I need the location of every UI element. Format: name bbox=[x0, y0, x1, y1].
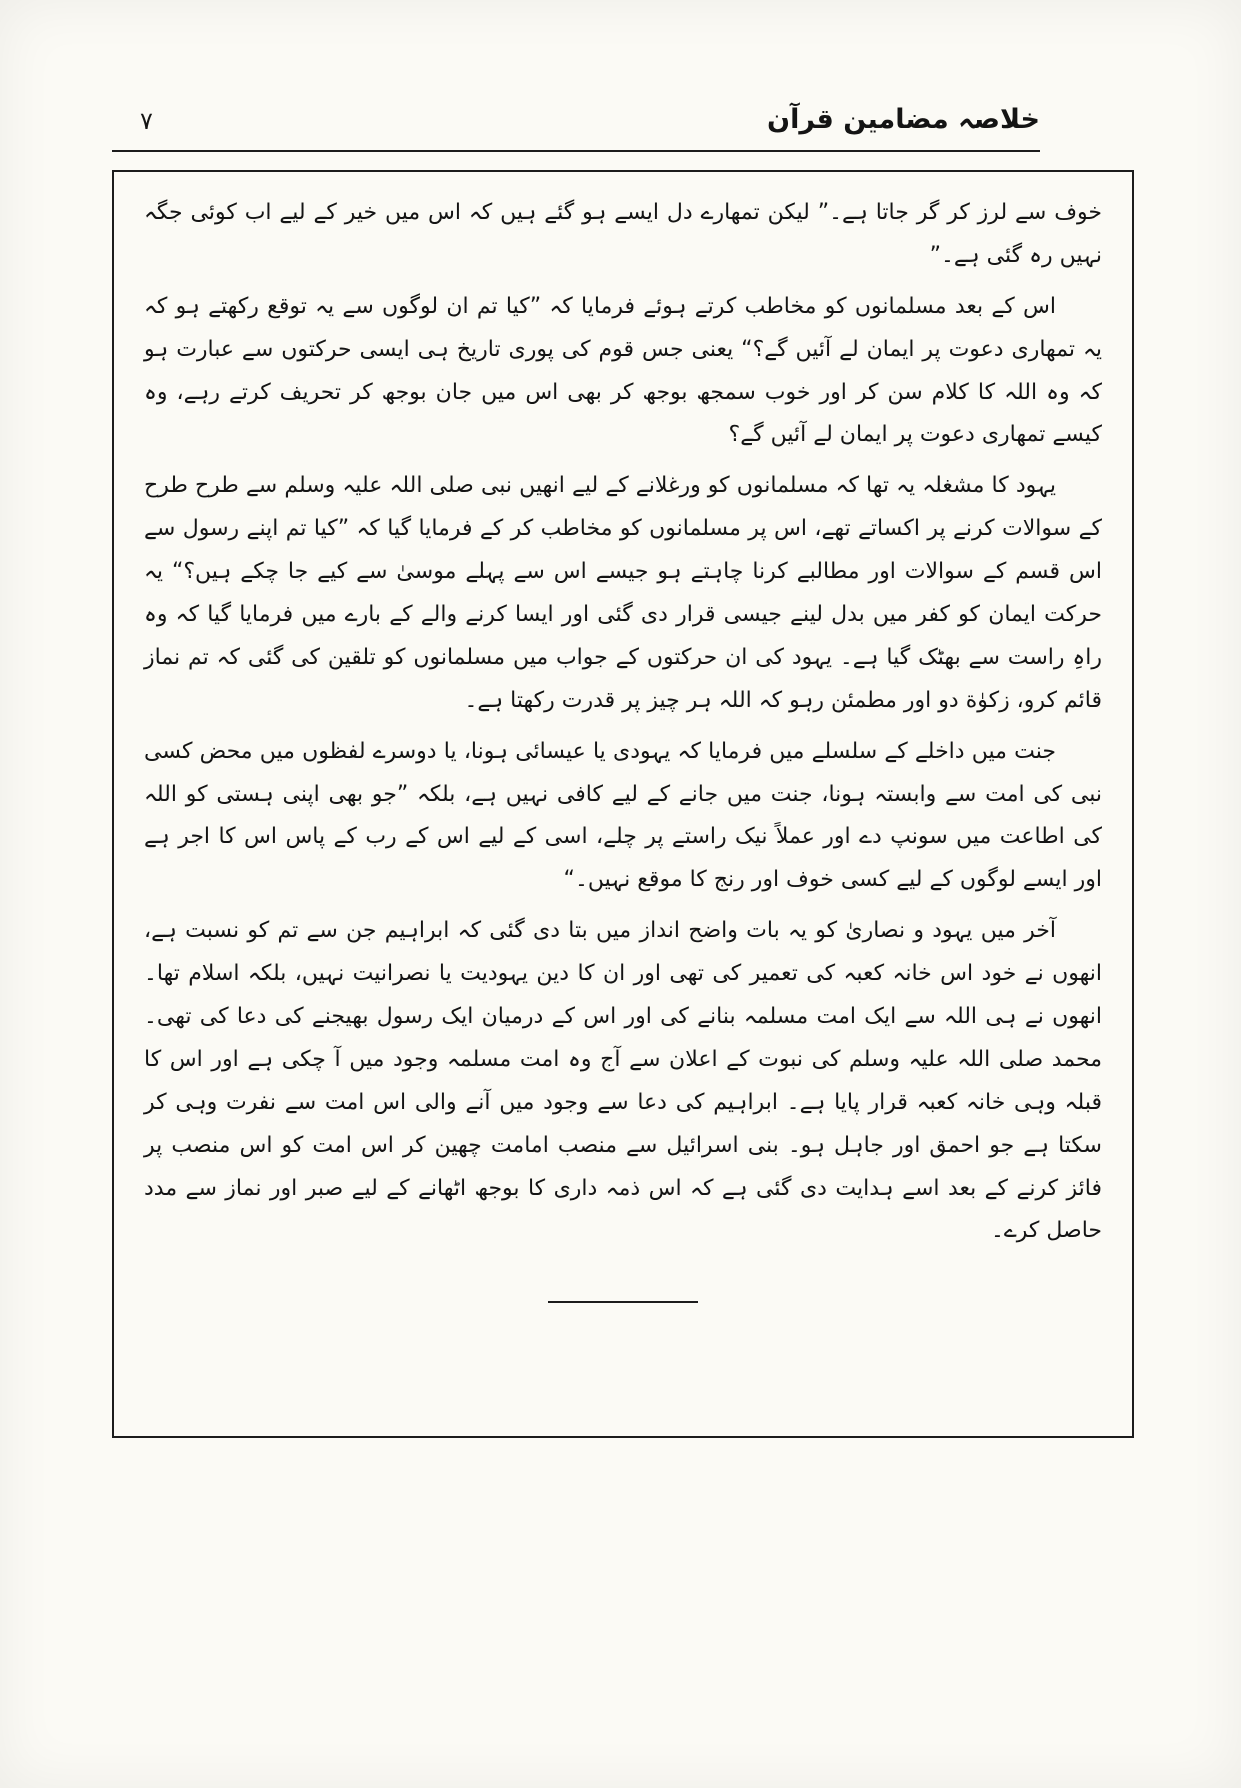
paragraph: آخر میں یہود و نصاریٰ کو یہ بات واضح انداز میں بتا دی گئی کہ ابراہیم جن سے تم کو نسبت ہے، انھوں نے خود اس خانہ کعبہ کی تعمیر کی تھی اور ان کا دین یہودیت یا نصرانیت نہیں، بلکہ اسلام تھا۔ انھوں نے ہی اللہ سے ایک امت مسلمہ بنانے کی اور اس کے درمیان ایک رسول بھیجنے کی دعا کی تھی۔ محمد صلی اللہ علیہ وسلم کی نبوت کے اعلان سے آج وہ امت مسلمہ وجود میں آ چکی ہے اور اس کا قبلہ وہی خانہ کعبہ قرار پایا ہے۔ ابراہیم کی دعا سے وجود میں آنے والی اس امت سے نفرت وہی کر سکتا ہے جو احمق اور جاہل ہو۔ بنی اسرائیل سے منصب امامت چھین کر اس امت کو اس منصب پر فائز کرنے کے بعد اسے ہدایت دی گئی ہے کہ اس ذمہ داری کا بوجھ اٹھانے کے لیے صبر اور نماز سے مدد حاصل کرے۔ bbox=[144, 918, 1102, 1244]
section-end-divider bbox=[548, 1301, 698, 1303]
text-border-box bbox=[112, 170, 1134, 1438]
running-header bbox=[112, 104, 1040, 135]
paragraph: اس کے بعد مسلمانوں کو مخاطب کرتے ہوئے فرمایا کہ ”کیا تم ان لوگوں سے یہ توقع رکھتے ہو کہ یہ تمھاری دعوت پر ایمان لے آئیں گے؟“ یعنی جس قوم کی پوری تاریخ ہی ایسی حرکتوں سے عبارت ہو کہ وہ اللہ کا کلام سن کر اور خوب سمجھ بوجھ کر بھی اس میں جان بوجھ کر تحریف کرتے رہے، وہ کیسے تمھاری دعوت پر ایمان لے آئیں گے؟ bbox=[144, 293, 1102, 448]
book-title: خلاصہ مضامین قرآن bbox=[767, 104, 1040, 135]
paragraph: جنت میں داخلے کے سلسلے میں فرمایا کہ یہودی یا عیسائی ہونا، یا دوسرے لفظوں میں محض کسی نبی کی امت سے وابستہ ہونا، جنت میں جانے کے لیے کافی نہیں ہے، بلکہ ”جو بھی اپنی ہستی کو اللہ کی اطاعت میں سونپ دے اور عملاً نیک راستے پر چلے، اسی کے لیے اس کے رب کے پاس اس کا اجر ہے اور ایسے لوگوں کے لیے کسی خوف اور رنج کا موقع نہیں۔“ bbox=[144, 738, 1102, 893]
paragraph-continuation: خوف سے لرز کر گر جاتا ہے۔” لیکن تمھارے دل ایسے ہو گئے ہیں کہ اس میں خیر کے لیے اب کوئی جگہ نہیں رہ گئی ہے۔” bbox=[144, 200, 1102, 268]
page-number: ۷ bbox=[140, 107, 153, 135]
header-rule bbox=[112, 150, 1040, 152]
paragraph: یہود کا مشغلہ یہ تھا کہ مسلمانوں کو ورغلانے کے لیے انھیں نبی صلی اللہ علیہ وسلم سے طرح طرح کے سوالات کرنے پر اکساتے تھے، اس پر مسلمانوں کو مخاطب کر کے فرمایا گیا کہ ”کیا تم اپنے رسول سے اس قسم کے سوالات اور مطالبے کرنا چاہتے ہو جیسے اس سے پہلے موسیٰ سے کیے جا چکے ہیں؟“ یہ حرکت ایمان کو کفر میں بدل لینے جیسی قرار دی گئی اور ایسا کرنے والے کے بارے میں فرمایا گیا کہ وہ راہِ راست سے بھٹک گیا ہے۔ یہود کی ان حرکتوں کے جواب میں مسلمانوں کو تلقین کی گئی کہ تم نماز قائم کرو، زکوٰة دو اور مطمئن رہو کہ اللہ ہر چیز پر قدرت رکھتا ہے۔ bbox=[144, 473, 1102, 713]
